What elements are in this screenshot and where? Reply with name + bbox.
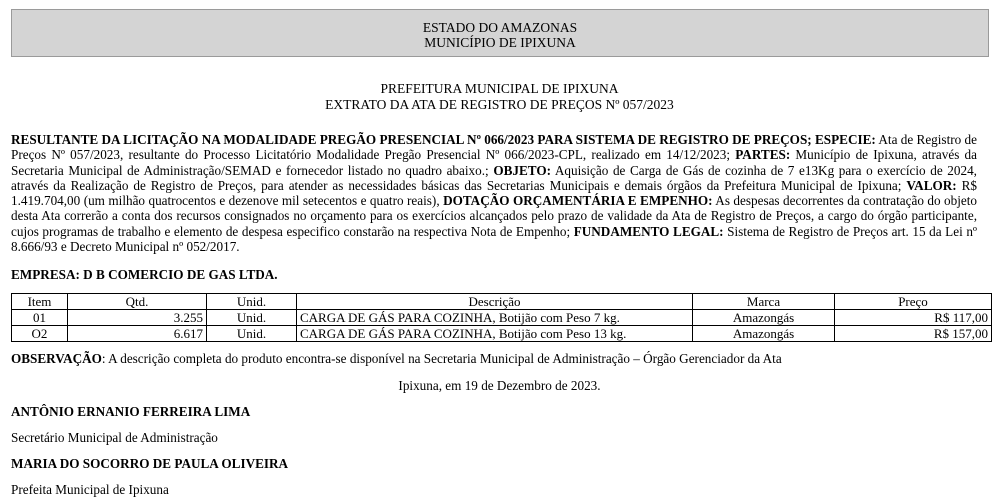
observation-label: OBSERVAÇÃO	[11, 351, 102, 366]
cell-unid: Unid.	[207, 310, 297, 326]
dotacao-label: DOTAÇÃO ORÇAMENTÁRIA E EMPENHO:	[443, 193, 713, 209]
cell-item: 01	[12, 310, 68, 326]
fundamento-text: Sistema de Registro de Preços art. 15 da Lei nº 8.666/93 e Decreto Municipal nº 052/2017.	[11, 223, 977, 255]
cell-marca: Amazongás	[693, 326, 835, 342]
table-header-row	[12, 294, 992, 310]
objeto-text: Aquisição de Carga de Gás de cozinha de 7 e13Kg para o exercício de 2024, através da Realização de Registro de Preços, para atender as necessidades básicas das Secretarias Municipais e demais órgãos da Prefeitura Municipal de Ipixuna;	[11, 162, 977, 193]
date-line: Ipixuna, em 19 de Dezembro de 2023.	[398, 378, 601, 393]
cell-descricao: CARGA DE GÁS PARA COZINHA, Botijão com Peso 7 kg.	[297, 310, 693, 326]
observation-text: : A descrição completa do produto encontra-se disponível na Secretaria Municipal de Administração – Órgão Gerenciador da Ata	[101, 351, 782, 366]
especie-text: Ata de Registro de Preços Nº 057/2023, resultante do Processo Licitatório Modalidade Pregão Presencial Nº 066/2023-CPL, realizado em 14/12/2023;	[11, 132, 977, 163]
cell-descricao: CARGA DE GÁS PARA COZINHA, Botijão com Peso 13 kg.	[297, 326, 693, 342]
header-marca: Marca	[693, 294, 835, 310]
signatory-name-2: MARIA DO SOCORRO DE PAULA OLIVEIRA	[11, 456, 289, 471]
cell-marca: Amazongás	[693, 310, 835, 326]
extract-body	[11, 132, 977, 254]
licitacao-label: RESULTANTE DA LICITAÇÃO NA MODALIDADE PREGÃO PRESENCIAL Nº 066/2023 PARA SISTEMA DE REGISTRO DE PREÇOS; ESPECIE:	[11, 132, 876, 147]
cell-qtd: 3.255	[68, 310, 207, 326]
company-name: EMPRESA: D B COMERCIO DE GAS LTDA.	[11, 267, 278, 282]
header-unid: Unid.	[207, 294, 297, 310]
objeto-label: OBJETO:	[493, 162, 551, 178]
prefecture-title: PREFEITURA MUNICIPAL DE IPIXUNA	[380, 81, 619, 96]
signatory-role-1: Secretário Municipal de Administração	[11, 430, 218, 445]
cell-preco: R$ 117,00	[835, 310, 992, 326]
header-qtd: Qtd.	[68, 294, 207, 310]
signatory-role-2: Prefeita Municipal de Ipixuna	[11, 482, 169, 497]
municipality-name: MUNICÍPIO DE IPIXUNA	[424, 35, 576, 50]
cell-qtd: 6.617	[68, 326, 207, 342]
cell-item: O2	[12, 326, 68, 342]
observation	[11, 351, 782, 367]
header-preco: Preço	[835, 294, 992, 310]
cell-preco: R$ 157,00	[835, 326, 992, 342]
cell-unid: Unid.	[207, 326, 297, 342]
table-row	[12, 310, 992, 326]
fundamento-label: FUNDAMENTO LEGAL:	[573, 223, 724, 239]
valor-label: VALOR:	[906, 177, 957, 193]
state-header-band	[11, 9, 989, 57]
valor-text: R$ 1.419.704,00 (um milhão quatrocentos e dezenove mil setecentos e quatro reais),	[11, 177, 977, 209]
dotacao-text: As despesas decorrentes da contratação do objeto desta Ata correrão a conta dos recursos consignados no orçamento para os exercícios alcançados pelo prazo de validade da Ata de Registro de Preços, a cargo do órgão participante, cujos programas de trabalho e elemento de despesa especifico constarão na respectiva Nota de Empenho;	[11, 193, 977, 239]
document-title	[0, 81, 999, 113]
extract-title: EXTRATO DA ATA DE REGISTRO DE PREÇOS Nº 057/2023	[325, 97, 674, 112]
table-row	[12, 326, 992, 342]
header-item: Item	[12, 294, 68, 310]
partes-label: PARTES:	[735, 147, 791, 163]
state-name: ESTADO DO AMAZONAS	[422, 20, 578, 35]
partes-text: Município de Ipixuna, através da Secretaria Municipal de Administração/SEMAD e fornecedor listado no quadro abaixo.;	[11, 147, 977, 178]
items-table	[11, 293, 992, 342]
signatory-name-1: ANTÔNIO ERNANIO FERREIRA LIMA	[11, 404, 251, 419]
header-descricao: Descrição	[297, 294, 693, 310]
